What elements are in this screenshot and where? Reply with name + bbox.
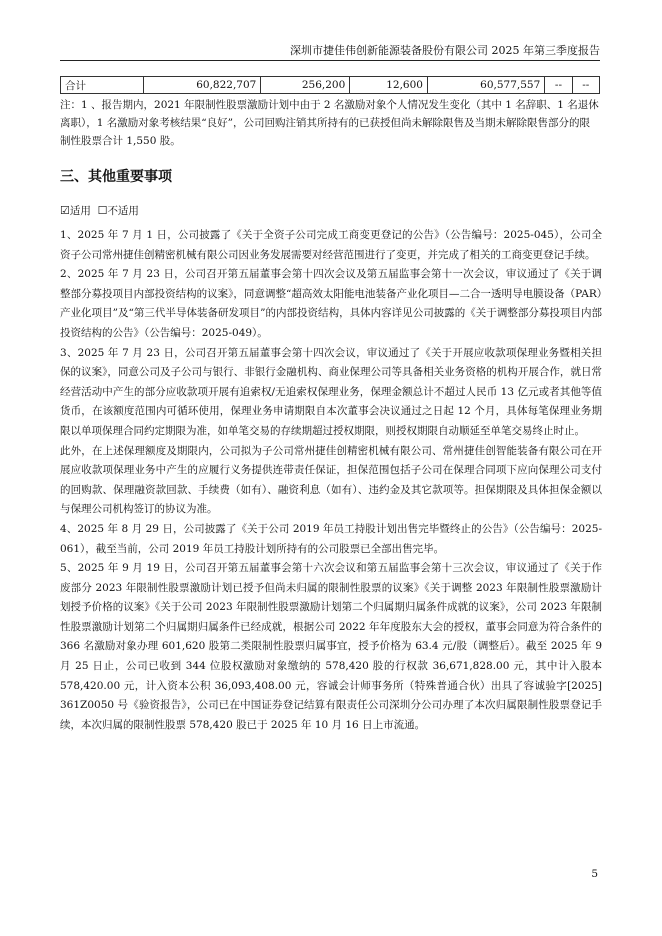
paragraph-1: 1、2025 年 7 月 1 日，公司披露了《关于全资子公司完成工商变更登记的公告》（公告编号：2025-045），公司全资子公司常州捷佳创精密机械有限公司因业务发展需要对经营范围进行了变更，并完成了相关的工商变更登记手续。: [60, 229, 602, 261]
page-number: 5: [591, 868, 598, 880]
section-body: [60, 226, 602, 735]
table-cell: --: [545, 77, 572, 94]
paragraph-3: 3、2025 年 7 月 23 日，公司召开第五届董事会第十四次会议，审议通过了《关于开展应收款项保理业务暨相关担保的议案》，同意公司及子公司与银行、非银行金融机构、商业保理公司等具备相关业务资格的机构开展合作，就日常经营活动中产生的部分应收款项开展有追索权/无追索权保理业务，保理金额总计不超过人民币 13 亿元或者其他等值货币，在该额度范围内可循环使用，保理业务申请期限自本次董事会决议通过之日起 12 个月，具体每笔保理业务期限以单项保理合同约定期限为准，如单笔交易的存续期超过授权期限，则授权期限自动顺延至单笔交易终止时止。: [60, 346, 602, 437]
table-cell: 60,822,707: [144, 77, 261, 94]
applicability-options: [60, 203, 139, 218]
unchecked-box-icon: ☐: [97, 204, 108, 217]
table-cell-label: 合计: [61, 77, 144, 94]
report-header: [60, 44, 600, 61]
applicable-label: 适用: [69, 205, 91, 217]
not-applicable-label: 不适用: [107, 205, 139, 217]
paragraph-5: 5、2025 年 9 月 19 日，公司召开第五届董事会第十六次会议和第五届监事会第十三次会议，审议通过了《关于作废部分 2023 年限制性股票激励计划已授予但尚未归属的限制性股票的议案》《关于调整 2023 年限制性股票激励计划授予价格的议案》《关于公司 2023 年限制性股票激励计划第二个归属期归属条件成就的议案》，公司 2023 年限制性股票激励计划第二个归属期归属条件已经成就，根据公司 2022 年年度股东大会的授权，董事会同意为符合条件的 366 名激励对象办理 601,620 股第二类限制性股票归属事宜，授予价格为 63.4 元/股（调整后）。截至 2025 年 9 月 25 日止，公司已收到 344 位股权激励对象缴纳的 578,420 股的行权款 36,671,828.00 元，其中计入股本 578,420.00 元，计入资本公积 36,093,408.00 元，容诚会计师事务所（特殊普通合伙）出具了容诚验字[2025] 361Z0050 号《验资报告》，公司已在中国证券登记结算有限责任公司深圳分公司办理了本次归属限制性股票登记手续，本次归属的限制性股票 578,420 股已于 2025 年 10 月 16 日上市流通。: [60, 562, 602, 731]
summary-table: [60, 76, 600, 94]
table-cell: 60,577,557: [427, 77, 544, 94]
table-cell: --: [572, 77, 599, 94]
table-row: [61, 77, 600, 94]
table-cell: 256,200: [261, 77, 350, 94]
checked-box-icon: ☑: [60, 204, 70, 217]
paragraph-4: 4、2025 年 8 月 29 日，公司披露了《关于公司 2019 年员工持股计划出售完毕暨终止的公告》（公告编号：2025-061），截至当前，公司 2019 年员工持股计划所持有的公司股票已全部出售完毕。: [60, 522, 602, 555]
table-cell: 12,600: [350, 77, 428, 94]
report-header-title: 深圳市捷佳伟创新能源装备股份有限公司 2025 年第三季度报告: [290, 44, 600, 57]
paragraph-2: 2、2025 年 7 月 23 日，公司召开第五届董事会第十四次会议及第五届监事会第十一次会议，审议通过了《关于调整部分募投项目内部投资结构的议案》，同意调整“超高效太阳能电池装备产业化项目—二合一透明导电膜设备（PAR）产业化项目”及“第三代半导体装备研发项目”的内部投资结构，具体内容详见公司披露的《关于调整部分募投项目内部投资结构的公告》（公告编号：2025-049）。: [60, 268, 602, 339]
paragraph-3-supplement: 此外，在上述保理额度及期限内，公司拟为子公司常州捷佳创精密机械有限公司、常州捷佳创智能装备有限公司在开展应收款项保理业务中产生的应履行义务提供连带责任保证，担保范围包括子公司在保理合同项下应向保理公司支付的回购款、保理融资款回款、手续费（如有）、融资利息（如有）、违约金及其它款项等。担保期限及具体担保金额以与保理公司机构签订的协议为准。: [60, 444, 602, 516]
table-note: 注：1 、报告期内，2021 年限制性股票激励计划中由于 2 名激励对象个人情况发生变化（其中 1 名辞职、1 名退休离职），1 名激励对象考核结果“良好”，公司回购注销其所持有的已获授但尚未解除限售及当期未解除限售部分的限制性股票合计 1,550 股。: [60, 99, 599, 147]
section-title: 三、其他重要事项: [60, 169, 172, 185]
